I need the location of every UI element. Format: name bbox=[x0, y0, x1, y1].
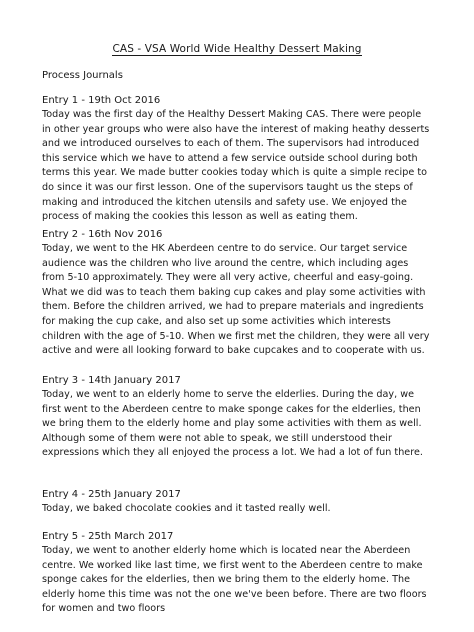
document-title bbox=[0, 43, 474, 55]
journal-entry-4 bbox=[42, 488, 432, 517]
section-label: Process Journals bbox=[42, 70, 123, 81]
entry-body: Today, we baked chocolate cookies and it tasted really well. bbox=[42, 503, 331, 514]
journal-entry-5 bbox=[42, 530, 432, 617]
entry-heading: Entry 1 - 19th Oct 2016 bbox=[42, 95, 161, 106]
journal-entry-1 bbox=[42, 94, 432, 225]
journal-entry-2 bbox=[42, 228, 432, 359]
entry-heading: Entry 2 - 16th Nov 2016 bbox=[42, 229, 163, 240]
entry-body: Today, we went to another elderly home which is located near the Aberdeen centre. We worked like last time, we first went to the Aberdeen centre to make sponge cakes for the elderlies, then we bring them to the elderly home. The elderly home this time was not the one we've been before. There are two floors for women and two floors bbox=[42, 545, 427, 615]
journal-entry-3 bbox=[42, 374, 432, 461]
entry-body: Today, we went to an elderly home to serve the elderlies. During the day, we first went to the Aberdeen centre to make sponge cakes for the elderlies, then we bring them to the elderly home and play some activities with them as well. Although some of them were not able to speak, we still understood their expressions which they all enjoyed the process a lot. We had a lot of fun there. bbox=[42, 389, 423, 459]
entry-heading: Entry 5 - 25th March 2017 bbox=[42, 531, 174, 542]
entry-body: Today was the first day of the Healthy Dessert Making CAS. There were people in other year groups who were also have the interest of making heathy desserts and we introduced ourselves to each of them. The supervisors had introduced this service which we have to attend a few service outside school during both terms this year. We made butter cookies today which is quite a simple recipe to do since it was our first lesson. One of the supervisors taught us the steps of making and introduced the kitchen utensils and safety use. We enjoyed the process of making the cookies this lesson as well as eating them. bbox=[42, 109, 430, 223]
entry-heading: Entry 4 - 25th January 2017 bbox=[42, 489, 181, 500]
entry-heading: Entry 3 - 14th January 2017 bbox=[42, 375, 181, 386]
document-title-text: CAS - VSA World Wide Healthy Dessert Making bbox=[112, 43, 362, 55]
entry-body: Today, we went to the HK Aberdeen centre to do service. Our target service audience was the children who live around the centre, which including ages from 5-10 approximately. They were all very active, cheerful and easy-going. What we did was to teach them baking cup cakes and play some activities with them. Before the children arrived, we had to prepare materials and ingredients for making the cup cake, and also set up some activities which interests children with the age of 5-10. When we first met the children, they were all very active and were all looking forward to bake cupcakes and to cooperate with us. bbox=[42, 243, 430, 357]
